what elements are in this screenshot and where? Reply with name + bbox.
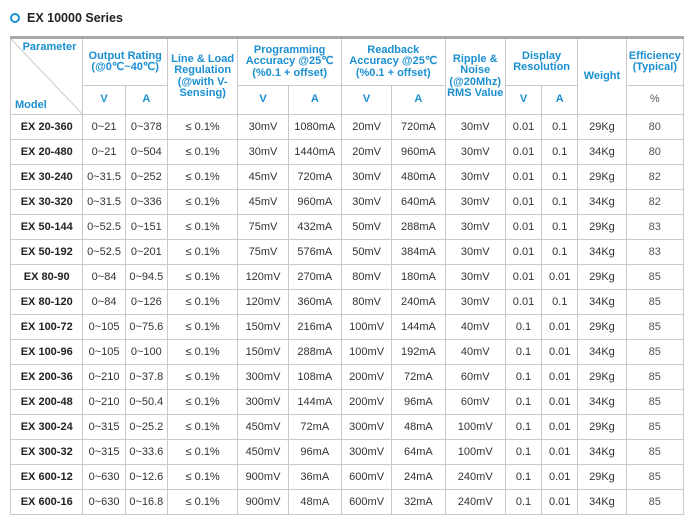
output-voltage-cell: 0~630 — [83, 465, 125, 490]
model-cell: EX 200-48 — [11, 390, 83, 415]
table-row — [11, 140, 684, 165]
output-current-cell: 0~252 — [125, 165, 167, 190]
table-row — [11, 490, 684, 515]
efficiency-cell: 83 — [626, 240, 683, 265]
efficiency-cell: 85 — [626, 440, 683, 465]
ripple-noise-cell: 240mV — [445, 465, 505, 490]
programming-voltage-cell: 450mV — [238, 415, 288, 440]
subheader-programming-v: V — [238, 86, 288, 115]
readback-current-cell: 72mA — [392, 365, 445, 390]
programming-current-cell: 48mA — [288, 490, 341, 515]
section-title — [10, 9, 123, 27]
display-current-cell: 0.1 — [542, 240, 578, 265]
spec-table — [10, 36, 684, 515]
header-readback-accuracy: Readback Accuracy @25℃ (%0.1 + offset) — [341, 38, 445, 86]
readback-current-cell: 180mA — [392, 265, 445, 290]
table-row — [11, 390, 684, 415]
output-voltage-cell: 0~210 — [83, 365, 125, 390]
readback-current-cell: 384mA — [392, 240, 445, 265]
readback-current-cell: 240mA — [392, 290, 445, 315]
weight-cell: 34Kg — [578, 390, 626, 415]
readback-voltage-cell: 100mV — [341, 315, 391, 340]
weight-cell: 29Kg — [578, 215, 626, 240]
display-current-cell: 0.1 — [542, 140, 578, 165]
programming-current-cell: 432mA — [288, 215, 341, 240]
display-voltage-cell: 0.1 — [505, 440, 541, 465]
model-cell: EX 50-192 — [11, 240, 83, 265]
readback-voltage-cell: 30mV — [341, 190, 391, 215]
display-current-cell: 0.01 — [542, 340, 578, 365]
regulation-cell: ≤ 0.1% — [167, 165, 237, 190]
readback-voltage-cell: 600mV — [341, 490, 391, 515]
programming-voltage-cell: 45mV — [238, 190, 288, 215]
readback-current-cell: 64mA — [392, 440, 445, 465]
weight-cell: 34Kg — [578, 440, 626, 465]
ripple-noise-cell: 40mV — [445, 340, 505, 365]
programming-voltage-cell: 450mV — [238, 440, 288, 465]
weight-cell: 34Kg — [578, 240, 626, 265]
efficiency-cell: 85 — [626, 490, 683, 515]
readback-current-cell: 288mA — [392, 215, 445, 240]
output-voltage-cell: 0~52.5 — [83, 240, 125, 265]
display-voltage-cell: 0.1 — [505, 490, 541, 515]
programming-voltage-cell: 45mV — [238, 165, 288, 190]
header-weight: Weight — [578, 38, 626, 115]
weight-cell: 29Kg — [578, 265, 626, 290]
output-current-cell: 0~12.6 — [125, 465, 167, 490]
output-voltage-cell: 0~315 — [83, 440, 125, 465]
ripple-noise-cell: 60mV — [445, 390, 505, 415]
programming-voltage-cell: 75mV — [238, 240, 288, 265]
ripple-noise-cell: 240mV — [445, 490, 505, 515]
table-body — [11, 115, 684, 515]
display-current-cell: 0.01 — [542, 440, 578, 465]
output-current-cell: 0~50.4 — [125, 390, 167, 415]
ripple-noise-cell: 30mV — [445, 290, 505, 315]
programming-voltage-cell: 120mV — [238, 265, 288, 290]
model-cell: EX 30-240 — [11, 165, 83, 190]
weight-cell: 34Kg — [578, 290, 626, 315]
weight-cell: 34Kg — [578, 190, 626, 215]
table-row — [11, 465, 684, 490]
display-current-cell: 0.01 — [542, 465, 578, 490]
ripple-noise-cell: 60mV — [445, 365, 505, 390]
subheader-output-v: V — [83, 86, 125, 115]
readback-current-cell: 960mA — [392, 140, 445, 165]
output-current-cell: 0~100 — [125, 340, 167, 365]
weight-cell: 29Kg — [578, 115, 626, 140]
table-row — [11, 165, 684, 190]
readback-voltage-cell: 50mV — [341, 215, 391, 240]
table-row — [11, 290, 684, 315]
weight-cell: 29Kg — [578, 315, 626, 340]
regulation-cell: ≤ 0.1% — [167, 265, 237, 290]
readback-voltage-cell: 200mV — [341, 390, 391, 415]
regulation-cell: ≤ 0.1% — [167, 290, 237, 315]
display-voltage-cell: 0.01 — [505, 215, 541, 240]
header-display-resolution: Display Resolution — [505, 38, 577, 86]
output-current-cell: 0~201 — [125, 240, 167, 265]
ripple-noise-cell: 30mV — [445, 190, 505, 215]
model-cell: EX 300-24 — [11, 415, 83, 440]
readback-voltage-cell: 600mV — [341, 465, 391, 490]
subheader-display-v: V — [505, 86, 541, 115]
regulation-cell: ≤ 0.1% — [167, 215, 237, 240]
display-current-cell: 0.01 — [542, 490, 578, 515]
display-current-cell: 0.1 — [542, 215, 578, 240]
readback-voltage-cell: 20mV — [341, 115, 391, 140]
programming-current-cell: 108mA — [288, 365, 341, 390]
display-current-cell: 0.01 — [542, 390, 578, 415]
efficiency-cell: 85 — [626, 415, 683, 440]
regulation-cell: ≤ 0.1% — [167, 440, 237, 465]
output-voltage-cell: 0~21 — [83, 115, 125, 140]
regulation-cell: ≤ 0.1% — [167, 115, 237, 140]
page-title: EX 10000 Series — [27, 11, 123, 25]
display-voltage-cell: 0.1 — [505, 390, 541, 415]
display-voltage-cell: 0.1 — [505, 465, 541, 490]
output-voltage-cell: 0~105 — [83, 340, 125, 365]
table-row — [11, 440, 684, 465]
programming-voltage-cell: 75mV — [238, 215, 288, 240]
regulation-cell: ≤ 0.1% — [167, 465, 237, 490]
model-cell: EX 300-32 — [11, 440, 83, 465]
output-current-cell: 0~151 — [125, 215, 167, 240]
readback-voltage-cell: 200mV — [341, 365, 391, 390]
model-cell: EX 20-480 — [11, 140, 83, 165]
readback-current-cell: 640mA — [392, 190, 445, 215]
output-current-cell: 0~336 — [125, 190, 167, 215]
programming-voltage-cell: 150mV — [238, 315, 288, 340]
ripple-noise-cell: 30mV — [445, 265, 505, 290]
model-cell: EX 100-72 — [11, 315, 83, 340]
efficiency-cell: 85 — [626, 390, 683, 415]
table-row — [11, 365, 684, 390]
readback-voltage-cell: 100mV — [341, 340, 391, 365]
subheader-programming-a: A — [288, 86, 341, 115]
regulation-cell: ≤ 0.1% — [167, 240, 237, 265]
output-voltage-cell: 0~315 — [83, 415, 125, 440]
programming-voltage-cell: 150mV — [238, 340, 288, 365]
table-row — [11, 190, 684, 215]
header-efficiency: Efficiency (Typical) — [626, 38, 683, 86]
readback-current-cell: 24mA — [392, 465, 445, 490]
subheader-display-a: A — [542, 86, 578, 115]
programming-current-cell: 36mA — [288, 465, 341, 490]
efficiency-cell: 85 — [626, 290, 683, 315]
display-voltage-cell: 0.1 — [505, 340, 541, 365]
table-row — [11, 240, 684, 265]
output-voltage-cell: 0~210 — [83, 390, 125, 415]
readback-current-cell: 192mA — [392, 340, 445, 365]
output-current-cell: 0~75.6 — [125, 315, 167, 340]
weight-cell: 29Kg — [578, 415, 626, 440]
display-voltage-cell: 0.01 — [505, 190, 541, 215]
readback-current-cell: 480mA — [392, 165, 445, 190]
display-voltage-cell: 0.01 — [505, 265, 541, 290]
efficiency-cell: 80 — [626, 140, 683, 165]
model-cell: EX 20-360 — [11, 115, 83, 140]
display-voltage-cell: 0.01 — [505, 115, 541, 140]
header-line-load-regulation: Line & Load Regulation (@with V-Sensing) — [167, 38, 237, 115]
efficiency-cell: 85 — [626, 265, 683, 290]
programming-current-cell: 96mA — [288, 440, 341, 465]
efficiency-cell: 85 — [626, 340, 683, 365]
header-parameter: Parameter — [22, 41, 77, 53]
display-current-cell: 0.1 — [542, 190, 578, 215]
output-voltage-cell: 0~31.5 — [83, 190, 125, 215]
programming-voltage-cell: 30mV — [238, 140, 288, 165]
ripple-noise-cell: 40mV — [445, 315, 505, 340]
regulation-cell: ≤ 0.1% — [167, 340, 237, 365]
programming-current-cell: 576mA — [288, 240, 341, 265]
ripple-noise-cell: 100mV — [445, 440, 505, 465]
programming-current-cell: 1080mA — [288, 115, 341, 140]
programming-voltage-cell: 30mV — [238, 115, 288, 140]
table-row — [11, 115, 684, 140]
regulation-cell: ≤ 0.1% — [167, 490, 237, 515]
table-header — [11, 38, 684, 115]
readback-current-cell: 144mA — [392, 315, 445, 340]
header-programming-accuracy: Programming Accuracy @25℃ (%0.1 + offset) — [238, 38, 342, 86]
header-model: Model — [15, 98, 47, 111]
efficiency-cell: 85 — [626, 465, 683, 490]
ripple-noise-cell: 100mV — [445, 415, 505, 440]
header-output-rating: Output Rating (@0℃~40℃) — [83, 38, 168, 86]
readback-voltage-cell: 80mV — [341, 290, 391, 315]
regulation-cell: ≤ 0.1% — [167, 365, 237, 390]
output-current-cell: 0~378 — [125, 115, 167, 140]
model-cell: EX 100-96 — [11, 340, 83, 365]
programming-voltage-cell: 120mV — [238, 290, 288, 315]
programming-current-cell: 1440mA — [288, 140, 341, 165]
table-row — [11, 340, 684, 365]
display-current-cell: 0.01 — [542, 415, 578, 440]
readback-current-cell: 48mA — [392, 415, 445, 440]
weight-cell: 29Kg — [578, 465, 626, 490]
programming-current-cell: 144mA — [288, 390, 341, 415]
model-cell: EX 80-120 — [11, 290, 83, 315]
output-current-cell: 0~33.6 — [125, 440, 167, 465]
model-cell: EX 50-144 — [11, 215, 83, 240]
programming-current-cell: 960mA — [288, 190, 341, 215]
readback-voltage-cell: 20mV — [341, 140, 391, 165]
table-row — [11, 215, 684, 240]
ripple-noise-cell: 30mV — [445, 115, 505, 140]
weight-cell: 34Kg — [578, 140, 626, 165]
ripple-noise-cell: 30mV — [445, 165, 505, 190]
subheader-readback-a: A — [392, 86, 445, 115]
efficiency-cell: 82 — [626, 165, 683, 190]
output-voltage-cell: 0~21 — [83, 140, 125, 165]
weight-cell: 29Kg — [578, 365, 626, 390]
readback-current-cell: 96mA — [392, 390, 445, 415]
programming-current-cell: 216mA — [288, 315, 341, 340]
ripple-noise-cell: 30mV — [445, 240, 505, 265]
programming-current-cell: 720mA — [288, 165, 341, 190]
output-current-cell: 0~504 — [125, 140, 167, 165]
programming-current-cell: 288mA — [288, 340, 341, 365]
programming-voltage-cell: 900mV — [238, 465, 288, 490]
ripple-noise-cell: 30mV — [445, 215, 505, 240]
output-current-cell: 0~16.8 — [125, 490, 167, 515]
regulation-cell: ≤ 0.1% — [167, 190, 237, 215]
table-row — [11, 265, 684, 290]
model-cell: EX 600-12 — [11, 465, 83, 490]
weight-cell: 34Kg — [578, 490, 626, 515]
display-current-cell: 0.1 — [542, 165, 578, 190]
model-cell: EX 200-36 — [11, 365, 83, 390]
output-voltage-cell: 0~31.5 — [83, 165, 125, 190]
display-current-cell: 0.01 — [542, 315, 578, 340]
display-voltage-cell: 0.01 — [505, 240, 541, 265]
efficiency-cell: 85 — [626, 365, 683, 390]
display-current-cell: 0.01 — [542, 265, 578, 290]
model-cell: EX 600-16 — [11, 490, 83, 515]
readback-voltage-cell: 300mV — [341, 415, 391, 440]
table-row — [11, 415, 684, 440]
readback-voltage-cell: 80mV — [341, 265, 391, 290]
display-voltage-cell: 0.1 — [505, 415, 541, 440]
display-current-cell: 0.1 — [542, 290, 578, 315]
header-corner — [11, 38, 83, 115]
display-voltage-cell: 0.01 — [505, 290, 541, 315]
readback-current-cell: 720mA — [392, 115, 445, 140]
readback-voltage-cell: 50mV — [341, 240, 391, 265]
programming-current-cell: 360mA — [288, 290, 341, 315]
regulation-cell: ≤ 0.1% — [167, 390, 237, 415]
output-current-cell: 0~94.5 — [125, 265, 167, 290]
efficiency-cell: 80 — [626, 115, 683, 140]
output-current-cell: 0~37.8 — [125, 365, 167, 390]
regulation-cell: ≤ 0.1% — [167, 415, 237, 440]
output-voltage-cell: 0~84 — [83, 290, 125, 315]
output-voltage-cell: 0~52.5 — [83, 215, 125, 240]
output-voltage-cell: 0~84 — [83, 265, 125, 290]
efficiency-cell: 83 — [626, 215, 683, 240]
output-voltage-cell: 0~630 — [83, 490, 125, 515]
subheader-output-a: A — [125, 86, 167, 115]
display-voltage-cell: 0.01 — [505, 165, 541, 190]
weight-cell: 29Kg — [578, 165, 626, 190]
programming-voltage-cell: 900mV — [238, 490, 288, 515]
programming-voltage-cell: 300mV — [238, 365, 288, 390]
programming-current-cell: 270mA — [288, 265, 341, 290]
subheader-readback-v: V — [341, 86, 391, 115]
display-voltage-cell: 0.1 — [505, 315, 541, 340]
output-current-cell: 0~126 — [125, 290, 167, 315]
table-row — [11, 315, 684, 340]
display-voltage-cell: 0.1 — [505, 365, 541, 390]
display-current-cell: 0.01 — [542, 365, 578, 390]
header-ripple-noise: Ripple & Noise (@20Mhz) RMS Value — [445, 38, 505, 115]
regulation-cell: ≤ 0.1% — [167, 140, 237, 165]
regulation-cell: ≤ 0.1% — [167, 315, 237, 340]
efficiency-cell: 82 — [626, 190, 683, 215]
readback-voltage-cell: 30mV — [341, 165, 391, 190]
model-cell: EX 30-320 — [11, 190, 83, 215]
readback-current-cell: 32mA — [392, 490, 445, 515]
programming-current-cell: 72mA — [288, 415, 341, 440]
display-current-cell: 0.1 — [542, 115, 578, 140]
display-voltage-cell: 0.01 — [505, 140, 541, 165]
subheader-efficiency-pct: % — [626, 86, 683, 115]
model-cell: EX 80-90 — [11, 265, 83, 290]
ripple-noise-cell: 30mV — [445, 140, 505, 165]
readback-voltage-cell: 300mV — [341, 440, 391, 465]
circle-bullet-icon — [10, 13, 20, 23]
output-voltage-cell: 0~105 — [83, 315, 125, 340]
efficiency-cell: 85 — [626, 315, 683, 340]
programming-voltage-cell: 300mV — [238, 390, 288, 415]
output-current-cell: 0~25.2 — [125, 415, 167, 440]
weight-cell: 34Kg — [578, 340, 626, 365]
